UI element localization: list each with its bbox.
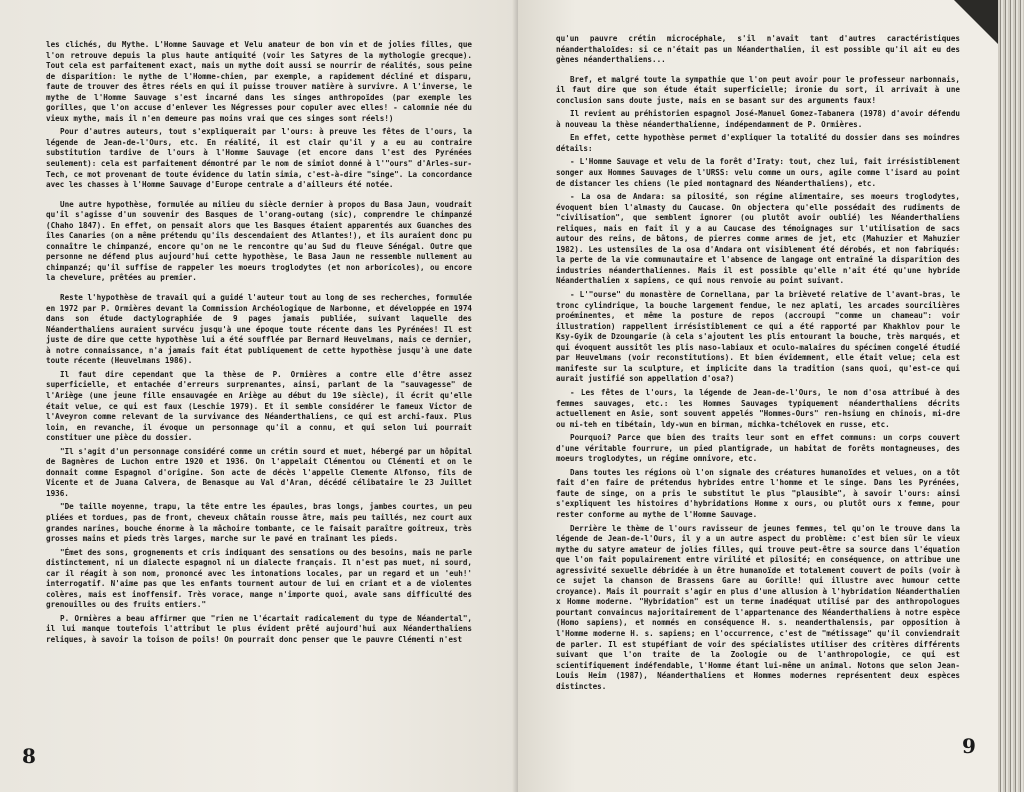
paragraph: Il revient au préhistorien espagnol José-Manuel Gomez-Tabanera (1978) d'avoir défendu à nouveau la thèse néanderthalienne, indépendamment de P. Ormières.	[556, 109, 960, 129]
quote-paragraph: "De taille moyenne, trapu, la tête entre les épaules, bras longs, jambes courtes, un peu pliées et tordues, pas de front, cheveux châtain rousse âtre, mais peu taillés, nez court aux grandes narines, bouche énorme à la mâchoire tombante, ce le faisait paraître goitreux, très grosses mains et pieds très larges, marche sur le pavé en traînant les pieds.	[46, 502, 472, 544]
paragraph: P. Ormières a beau affirmer que "rien ne l'écartait radicalement du type de Néandertal", il lui manque toutefois l'attribut le plus évident prêté aujourd'hui aux Néanderthaliens reliques, à savoir la toison de poils! On pourrait donc penser que le pauvre Clémenti n'est	[46, 613, 472, 644]
paragraph: En effet, cette hypothèse permet d'expliquer la totalité du dossier dans ses moindres détails:	[556, 133, 960, 153]
paragraph: Bref, et malgré toute la sympathie que l'on peut avoir pour le professeur narbonnais, il faut dire que son étude était superficielle; ironie du sort, il arrivait à une conclusion sans doute juste, mais en se basant sur des arguments faux!	[556, 74, 960, 105]
paragraph: Une autre hypothèse, formulée au milieu du siècle dernier à propos du Basa Jaun, voudrait qu'il s'agisse d'un souvenir des Basques de l'orang-outang (sic), comprendre le chimpanzé (Chaho 1847). En effet, on pensait alors que les Basques étaient apparentés aux Guanches des îles Canaries (on a même prétendu qu'ils descendaient des Atlantes!), et ils auraient donc pu connaître le chimpanzé, encore qu'on ne le rencontre qu'au Sud du fleuve Sénégal. Outre que personne ne défend plus aujourd'hui cette hypothèse, le Basa Jaun ne ressemble nullement au chimpanzé; qu'il suffise de rappeler les moeurs troglodytes (et non arboricoles), ou encore la chevelure, prêtées au premier.	[46, 199, 472, 283]
paragraph: Il faut dire cependant que la thèse de P. Ormières a contre elle d'être assez superficielle, et entachée d'erreurs surprenantes, ainsi, parlant de la "sauvagesse" de l'Ariège (une jeune fille ensauvagée en Ariège au début du 19e siècle), il écrit qu'elle était velue, ce qui est faux (Leschie 1979). Et il semble considérer le fameux Victor de l'Aveyron comme relevant de la survivance des Néanderthaliens, ce qui est archi-faux. Plus loin, en revanche, il évoque un personnage qu'il a connu, et qui selon lui pourrait constituer une pièce du dossier.	[46, 369, 472, 443]
quote-paragraph: "Émet des sons, grognements et cris indiquant des sensations ou des besoins, mais ne parle distinctement, ni un dialecte espagnol ni un dialecte français. Il n'est pas muet, ni sourd, car il réagit à son nom, prononcé avec les intonations locales, par un regard et un 'euh!' interrogatif. N'aime pas que les enfants tournent autour de lui en criant et a de violentes colères, mais est inoffensif. Très vorace, mange n'importe quoi, avale sans difficulté des grenouilles ou des fruits entiers."	[46, 547, 472, 610]
paragraph: Derrière le thème de l'ours ravisseur de jeunes femmes, tel qu'on le trouve dans la légende de Jean-de-l'Ours, il y a un autre aspect du problème: c'est bien sûr le vieux mythe du satyre amateur de jolies filles, qui trouve peut-être sa source dans l'équation que l'on fait populairement entre virilité et pilosité; en conséquence, on attribue une agressivité sexuelle débridée à un être humanoïde et totalement couvert de poils (voir à ce sujet la chanson de Brassens Gare au Gorille! qui illustre avec humour cette croyance). Mais il pourrait s'agir en plus d'une allusion à l'hybridation Néanderthalien x Homme moderne. "Hybridation" est un terme inadéquat utilisé par des anthropologues pourtant convaincus majoritairement de l'appartenance des Néanderthaliens à notre espèce (Homo sapiens), et nommés en conséquence H. s. neanderthalensis, par opposition à l'Homme moderne H. s. sapiens; en l'occurrence, c'est de "métissage" qu'il conviendrait de parler. Il est stupéfiant de voir des spécialistes utiliser des critères différents suivant que l'on traite de la Zoologie ou de l'anthropologie, ce qui est scientifiquement indéfendable, l'Homme étant lui-même un animal. Notons que selon Jean-Louis Heim (1987), Néanderthaliens et Hommes modernes représentent deux espèces distinctes.	[556, 523, 960, 691]
page-stack-edge	[998, 0, 1024, 792]
quote-paragraph: "Il s'agit d'un personnage considéré comme un crétin sourd et muet, hébergé par un hôpital de Bagnères de Luchon entre 1920 et 1936. On l'appelait Clémentou ou Clémenti et on le donnait comme Espagnol d'origine. Son acte de décès l'appelle Clemente Alfonso, fils de Vicente et de Juana Calvera, de Benasque au Val d'Aran, décédé célibataire le 23 Juillet 1936.	[46, 446, 472, 498]
paragraph: Pour d'autres auteurs, tout s'expliquerait par l'ours: à preuve les fêtes de l'ours, la légende de Jean-de-l'Ours, etc. En réalité, il est clair qu'il y a eu au contraire substitution tardive de l'ours à l'Homme Sauvage (et encore dans l'est des Pyrénées seulement): cela est parfaitement démontré par le nom de simiot donné à l'"ours" d'Arles-sur-Tech, ce mot provenant de toute évidence du latin simia, c'est-à-dire "singe". La concordance avec les chasses à l'Homme Sauvage d'Europe centrale a d'ailleurs été notée.	[46, 127, 472, 190]
list-item: - L'"ourse" du monastère de Cornellana, par la brièveté relative de l'avant-bras, le tronc cylindrique, la bouche largement fendue, le nez aplati, les arcades sourcilières proéminentes, et même la posture de repos (accroupi "comme un chameau": voir illustration) rappellent irrésistiblement ce qui a été rapporté par Khakhlov pour le Ksy-Gyik de Dzoungarie (à cela s'ajoutent les plis entourant la bouche, très marqués, et qui évoquent aussitôt les plis naso-labiaux et oculo-malaires du spécimen congelé étudié par Heuvelmans (voir reconstitutions). Et bien évidemment, elle était velue; cela est manifeste sur la sculpture, et implicite dans la tradition (sans quoi, qu'est-ce qui aurait justifié son appellation d'osa?)	[556, 290, 960, 384]
torn-corner	[954, 0, 998, 44]
paragraph: Dans toutes les régions où l'on signale des créatures humanoïdes et velues, on a tôt fait d'en faire de prétendus hybrides entre l'homme et le singe. Dans les Pyrénées, faute de singe, on a pris le substitut le plus "plausible", à savoir l'ours: ainsi s'expliquent les histoires d'hybridations Homme x ours, ou plutôt ours x femme, pour rester conforme au mythe de l'Homme Sauvage.	[556, 467, 960, 519]
paragraph: les clichés, du Mythe. L'Homme Sauvage et Velu amateur de bon vin et de jolies filles, que l'on retrouve depuis la plus haute antiquité (voir les Satyres de la mythologie grecque). Tout cela est parfaitement exact, mais un mythe doit aussi se nourrir de réalités, sous peine de disparition: le mythe de l'Homme-chien, par exemple, a rapidement décliné et disparu, faute de trouver des êtres réels en qui il puisse trouver matière à survivre. A l'inverse, le mythe de l'Homme Sauvage s'est incarné dans les singes anthropoïdes (par exemple les gorilles, que l'on accuse d'enlever les Négresses pour copuler avec elles! - calomnie née du vieux mythe, mais il n'en demeure pas moins vrai que ces singes sont réels!)	[46, 40, 472, 123]
right-page-text	[556, 34, 960, 695]
list-item: - La osa de Andara: sa pilosité, son régime alimentaire, ses moeurs troglodytes, évoquent bien l'almasty du Caucase. On objectera qu'elle possédait des rudiments de "civilisation", que semblent ignorer (ou plutôt avoir oublié) les Néanderthaliens reliques, mais en fait il y a au Caucase des témoignages sur l'utilisation de sacs autour des reins, de bâtons, de pierres comme armes de jet, etc (Mahuzier et Mahuzier 1982). Les ustensiles de la osa d'Andara ont visiblement été dérobés, et non fabriqués: la perte de la vie communautaire et l'absence de langage ont entraîné la disparition des industries néanderthaliennes. Mais il est possible qu'elle n'ait été qu'une hybride Néanderthalien x sapiens, ce qui nous renvoie au point suivant.	[556, 192, 960, 286]
paragraph: Reste l'hypothèse de travail qui a guidé l'auteur tout au long de ses recherches, formulée en 1972 par P. Ormières devant la Commission Archéologique de Narbonne, et développée en 1974 dans son étude dactylographiée de 9 pages jamais publiée, suivant laquelle des Néanderthaliens auraient survécu jusqu'à une époque toute récente dans les Pyrénées! Il est juste de dire que cette hypothèse lui a été soufflée par Bernard Heuvelmans, mais ce dernier, à notre connaissance, n'a jamais fait état publiquement de cette hypothèse jusqu'à une date toute récente (Heuvelmans 1986).	[46, 293, 472, 366]
page-number: 9	[962, 734, 976, 758]
list-item: - L'Homme Sauvage et velu de la forêt d'Iraty: tout, chez lui, fait irrésistiblement songer aux Hommes Sauvages de l'URSS: velu comme un ours, agile comme l'isard au point de distancer les chiens (le pied montagnard des Néanderthaliens), etc.	[556, 157, 960, 188]
paragraph: Pourquoi? Parce que bien des traits leur sont en effet communs: un corps couvert d'une véritable fourrure, un pied plantigrade, un habitat de forêts montagneuses, des moeurs troglodytes, un régime omnivore, etc.	[556, 433, 960, 464]
page-number: 8	[22, 744, 36, 768]
right-page	[518, 0, 998, 792]
list-item: - Les fêtes de l'ours, la légende de Jean-de-l'Ours, le nom d'osa attribué à des femmes sauvages, etc.: les Hommes Sauvages typiquement néanderthaliens décrits actuellement en Asie, sont souvent appelés "Hommes-Ours" ren-hsiung en chinois, mi-dre ou mi-teh en tibétain, ldy-wun en birman, michka-tchélovek en russe, etc.	[556, 387, 960, 429]
paragraph: qu'un pauvre crétin microcéphale, s'il n'avait tant d'autres caractéristiques néanderthaloïdes: si ce n'était pas un Néanderthalien, il est possible qu'il ait eu des gènes néanderthaliens...	[556, 34, 960, 65]
left-page-text	[46, 40, 472, 649]
